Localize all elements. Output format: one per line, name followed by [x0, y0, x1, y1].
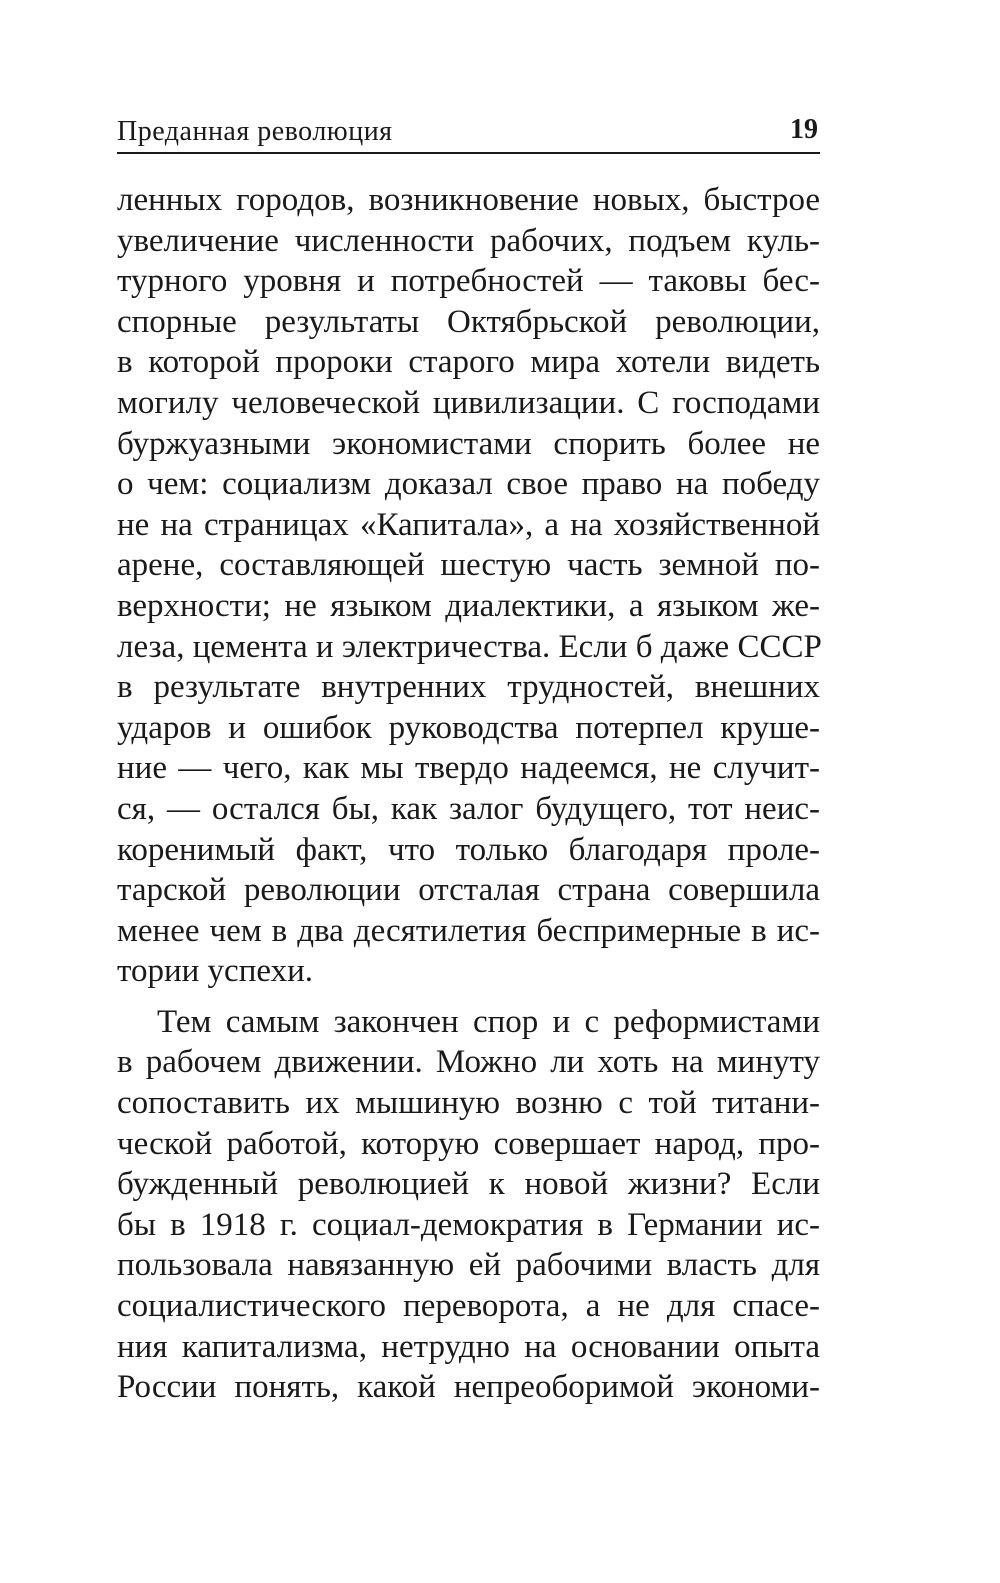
text-line: социалистического переворота, а не для спасе- — [117, 1288, 820, 1325]
text-line: коренимый факт, что только благодаря проле- — [117, 831, 820, 868]
text-line: ся, — остался бы, как залог будущего, тот неис- — [117, 790, 820, 827]
text-line: в рабочем движении. Можно ли хоть на минуту — [117, 1044, 820, 1081]
text-line: буржуазными экономистами спорить более не — [117, 425, 820, 462]
text-line: могилу человеческой цивилизации. С господами — [117, 384, 820, 421]
text-line: Тем самым закончен спор и с реформистами — [157, 1003, 820, 1040]
text-line: ние — чего, как мы твердо надеемся, не случит- — [117, 750, 820, 787]
text-line: в результате внутренних трудностей, внешних — [117, 669, 820, 706]
text-line: леза, цемента и электричества. Если б даже СССР — [117, 628, 822, 665]
text-line: тории успехи. — [117, 953, 313, 990]
text-line: менее чем в два десятилетия беспримерные в ис- — [117, 912, 820, 949]
text-line: спорные результаты Октябрьской революции, — [117, 303, 820, 340]
running-head — [117, 114, 820, 154]
text-line: арене, составляющей шестую часть земной по- — [117, 547, 820, 584]
text-line: тарской революции отсталая страна совершила — [117, 872, 820, 909]
text-line: не на страницах «Капитала», а на хозяйственной — [117, 506, 820, 543]
text-line: увеличение численности рабочих, подъем куль- — [117, 222, 820, 259]
text-line: ния капитализма, нетрудно на основании опыта — [117, 1328, 820, 1365]
paragraph-2 — [117, 1002, 820, 1408]
text-line: России понять, какой непреоборимой экономи- — [117, 1369, 820, 1406]
text-line: бужденный революцией к новой жизни? Если — [117, 1166, 820, 1203]
running-title: Преданная революция — [117, 116, 393, 147]
text-line: в которой пророки старого мира хотели видеть — [117, 344, 820, 381]
text-line: сопоставить их мышиную возню с той титани- — [117, 1085, 820, 1122]
text-line: бы в 1918 г. социал-демократия в Германии ис- — [117, 1206, 820, 1243]
body-text — [117, 180, 820, 1408]
text-line: ческой работой, которую совершает народ, про- — [117, 1125, 820, 1162]
paragraph-gap — [117, 992, 820, 1002]
text-line: ленных городов, возникновение новых, быстрое — [117, 182, 820, 218]
page-number: 19 — [790, 114, 818, 145]
text-line: верхности; не языком диалектики, а языком же- — [117, 587, 820, 624]
paragraph-1 — [117, 180, 820, 992]
text-line: турного уровня и потребностей — таковы бес- — [117, 263, 820, 300]
text-line: пользовала навязанную ей рабочими власть для — [117, 1247, 820, 1284]
text-line: ударов и ошибок руководства потерпел круше- — [117, 709, 820, 746]
text-line: о чем: социализм доказал свое право на победу — [117, 466, 820, 503]
